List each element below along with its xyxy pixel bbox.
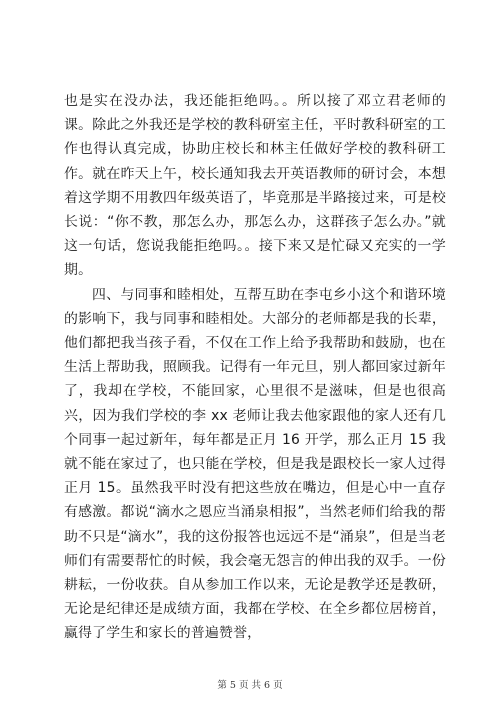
document-body [64, 89, 446, 646]
paragraph-colleague-relations: 四、与同事和睦相处，互帮互助在李屯乡小这个和谐环境的影响下，我与同事和睦相处。大部分的老师都是我的长辈，他们都把我当孩子看，不仅在工作上给予我帮助和鼓励，也在生活上帮助我，照顾我。记得有一年元旦，别人都回家过新年了，我却在学校，不能回家，心里很不是滋味，但是也很高兴，因为我们学校的李 xx 老师让我去他家跟他的家人还有几个同事一起过新年，每年都是正月 16 开学，那么正月 15 我就不能在家过了，也只能在学校，但是我是跟校长一家人过得正月 15。虽然我平时没有把这些放在嘴边，但是心中一直存有感激。都说“滴水之恩应当涌泉相报”，当然老师们给我的帮助不只是“滴水”，我的这份报答也远远不是“涌泉”，但是当老师们有需要帮忙的时候，我会毫无怨言的伸出我的双手。一份耕耘，一份收获。自从参加工作以来，无论是教学还是教研，无论是纪律还是成绩方面，我都在学校、在全乡都位居榜首，赢得了学生和家长的普遍赞誉， [64, 286, 446, 642]
page-number-footer: 第 5 页 共 6 页 [217, 680, 283, 691]
paragraph-work-duties: 也是实在没办法，我还能拒绝吗。。所以接了邓立君老师的课。除此之外我还是学校的教科研室主任，平时教科研室的工作也得认真完成，协助庄校长和林主任做好学校的教科研工作。就在昨天上午，校长通知我去开英语教师的研讨会，本想着这学期不用教四年级英语了，毕竟那是半路接过来，可是校长说：“你不教，那怎么办，那怎么办，这群孩子怎么办。”就这一句话，您说我能拒绝吗。。接下来又是忙碌又充实的一学期。 [64, 93, 446, 279]
